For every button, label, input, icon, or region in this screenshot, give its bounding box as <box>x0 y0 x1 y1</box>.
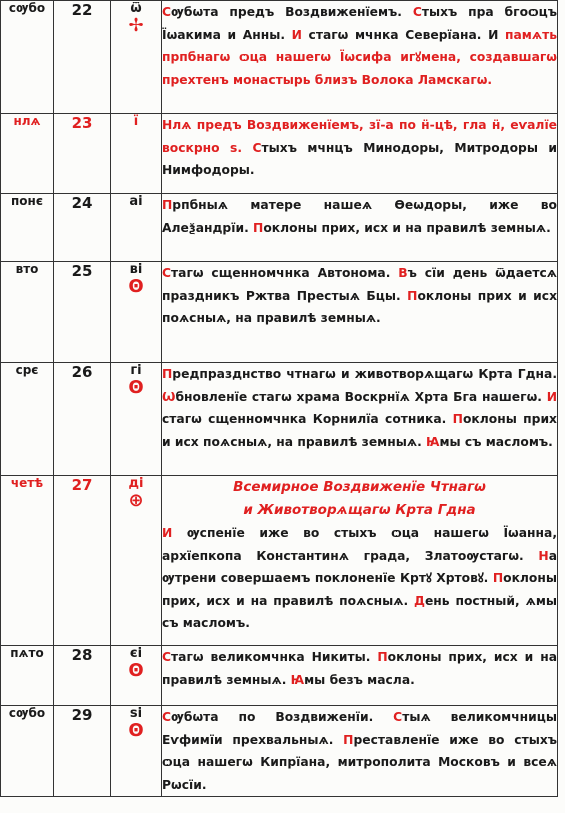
body-text: стагѡ мчнка Северїана. И <box>301 27 505 42</box>
body-text: рпбныѧ матере нашеѧ Ѳеѡдоры, иже во Алеѯандрїи. <box>162 198 557 235</box>
rubric-text: П <box>492 571 504 585</box>
rubric-text: С <box>412 5 422 19</box>
calendar-row <box>1 706 558 797</box>
day-number-cell: 27 <box>54 476 111 646</box>
weekday-cell: срє <box>1 363 54 476</box>
rubric-text: С <box>162 650 172 664</box>
rubric-text: И <box>162 526 173 540</box>
body-text: реставленїе иже во стыхъ ѻца нашегѡ Кипрїана, митрополита Московъ и всеѧ Рѡсїи. <box>162 732 557 792</box>
rubric-text: С <box>162 5 172 19</box>
body-text: ѹбѡта по Воздвиженїи. <box>171 710 394 724</box>
church-numeral: дi <box>128 476 144 491</box>
weekday-cell: пѧто <box>1 646 54 706</box>
church-numeral: єі <box>129 646 143 661</box>
body-text: оклоны прих, исх и на правилѣ земныѧ. <box>162 650 557 687</box>
body-text: бновленїе стагѡ храма Воскрнїѧ Хрта Бга нашегѡ. <box>175 389 547 404</box>
calendar-row <box>1 476 558 646</box>
calendar-row <box>1 262 558 363</box>
church-date-cell <box>111 476 162 646</box>
day-number-cell: 26 <box>54 363 111 476</box>
day-number-cell: 25 <box>54 262 111 363</box>
reading-text-with-title <box>162 476 558 646</box>
body-text: тагѡ сщенномчнка Автонома. <box>171 266 399 280</box>
church-numeral: ї <box>133 114 139 129</box>
rubric-text: И <box>546 389 557 404</box>
reading-text <box>162 522 557 635</box>
rubric-text: Нлѧ предъ Воздвиженїемъ, зї-а по н̈-цѣ, гла н̈, еѵалїе воскрно ѕ. <box>162 118 557 155</box>
calendar-row <box>1 646 558 706</box>
body-text: а ѹтрени совершаемъ поклоненїе Кртꙋ Хртовꙋ. <box>162 548 557 585</box>
rubric-text: В <box>398 266 408 280</box>
feast-title-line-1: Всемирное Воздвиженїе Чтнагѡ <box>233 479 486 495</box>
day-number-cell: 23 <box>54 114 111 194</box>
body-text: тыхъ пра бгоѻцъ Їѡакима и Анны. <box>162 5 557 42</box>
body-text: мы безъ масла. <box>304 672 415 687</box>
church-numeral: аі <box>129 194 143 209</box>
rubric-text: П <box>377 650 388 664</box>
day-number-cell: 29 <box>54 706 111 797</box>
feast-title-line-2: и Животворѧщагѡ Кртa Гдна <box>243 502 476 518</box>
calendar-row <box>1 1 558 114</box>
body-text: тыѧ великомчницы Еѵфимїи прехвальныѧ. <box>162 710 557 747</box>
rubric-text: П <box>162 367 173 381</box>
rubric-text: Д <box>414 593 425 608</box>
weekday-cell: вто <box>1 262 54 363</box>
reading-text <box>162 363 558 476</box>
church-date-cell <box>111 706 162 797</box>
reading-text <box>162 1 558 114</box>
church-date-cell <box>111 646 162 706</box>
body-text: тагѡ великомчнка Никиты. <box>171 650 378 664</box>
rubric-text: С <box>162 266 172 280</box>
reading-text <box>162 262 558 363</box>
reading-text <box>162 194 558 262</box>
body-text <box>242 141 252 155</box>
church-date-cell <box>111 114 162 194</box>
weekday-cell: нлѧ <box>1 114 54 194</box>
church-date-cell <box>111 1 162 114</box>
body-text: стагѡ сщенномчнка Корнилїа сотника. <box>162 412 453 426</box>
rubric-text: С <box>252 140 262 155</box>
rubric-text: Ꙗ <box>426 434 440 449</box>
day-number-cell: 22 <box>54 1 111 114</box>
service-sign-icon: Ꙩ <box>128 720 144 741</box>
rubric-text: С <box>393 710 403 724</box>
body-text: оклоны прих и исх поѧсныѧ, на правилѣ земныѧ. <box>162 412 557 449</box>
cross-icon: ✢ <box>128 15 144 36</box>
church-date-cell <box>111 194 162 262</box>
rubric-text: Ѡ <box>162 389 176 404</box>
body-text: тыхъ мчнцъ Минодоры, Митродоры и Нимфодоры. <box>162 140 558 177</box>
rubric-text: памѧть прпбнагѡ ѻца нашегѡ Їѡсифа игꙋмена, создавшагѡ прехтенъ монастырь близъ Волока Ламскагѡ. <box>162 27 557 87</box>
body-text: оклоны прих, исх и на правилѣ земныѧ. <box>263 220 551 235</box>
church-date-cell <box>111 262 162 363</box>
church-numeral: ѿ <box>130 1 142 16</box>
day-number-cell: 28 <box>54 646 111 706</box>
day-number-cell: 24 <box>54 194 111 262</box>
body-text: мы съ масломъ. <box>439 434 553 449</box>
church-numeral: гі <box>130 363 142 378</box>
reading-text <box>162 706 558 797</box>
church-numeral: ѕi <box>129 706 143 721</box>
rubric-text: П <box>452 412 463 426</box>
body-text: ѹспенїе иже во стыхъ ѻца нашегѡ Їѡанна, архїепкопа Константинѧ града, Златоѹстагѡ. <box>162 526 557 563</box>
calendar-row <box>1 363 558 476</box>
body-text: ѹбѡта предъ Воздвиженїемъ. <box>171 5 413 19</box>
rubric-text: И <box>291 27 302 42</box>
body-text: оклоны прих, исх и на правилѣ поѧсныѧ. <box>162 571 557 608</box>
rubric-text: П <box>343 732 354 747</box>
church-date-cell <box>111 363 162 476</box>
rubric-text: П <box>407 288 418 303</box>
service-sign-icon: Ꙩ <box>128 377 144 398</box>
reading-text <box>162 646 558 706</box>
calendar-row <box>1 114 558 194</box>
body-text: редпразднство чтнагѡ и животворѧщагѡ Кртa Гдна. <box>172 367 557 381</box>
service-sign-icon: Ꙩ <box>128 660 144 681</box>
body-text: ень постный, ѧмы съ масломъ. <box>162 593 557 630</box>
great-feast-icon: ⊕ <box>128 490 144 511</box>
reading-text <box>162 114 558 194</box>
rubric-text: П <box>253 220 264 235</box>
body-text: ъ сїи день ѿдаетсѧ праздникъ Ржтва Престыѧ Бцы. <box>162 266 557 303</box>
rubric-text: Ꙗ <box>290 672 305 687</box>
rubric-text: П <box>162 198 173 212</box>
service-sign-icon: Ꙩ <box>128 276 144 297</box>
weekday-cell: понє <box>1 194 54 262</box>
rubric-text: С <box>162 710 172 724</box>
weekday-cell: сѹбо <box>1 706 54 797</box>
rubric-text: Н <box>538 548 549 563</box>
church-numeral: ві <box>129 262 143 277</box>
weekday-cell: сѹбо <box>1 1 54 114</box>
weekday-cell: четѣ <box>1 476 54 646</box>
body-text: оклоны прих и исх поѧсныѧ, на правилѣ земныѧ. <box>162 288 557 325</box>
calendar-row <box>1 194 558 262</box>
